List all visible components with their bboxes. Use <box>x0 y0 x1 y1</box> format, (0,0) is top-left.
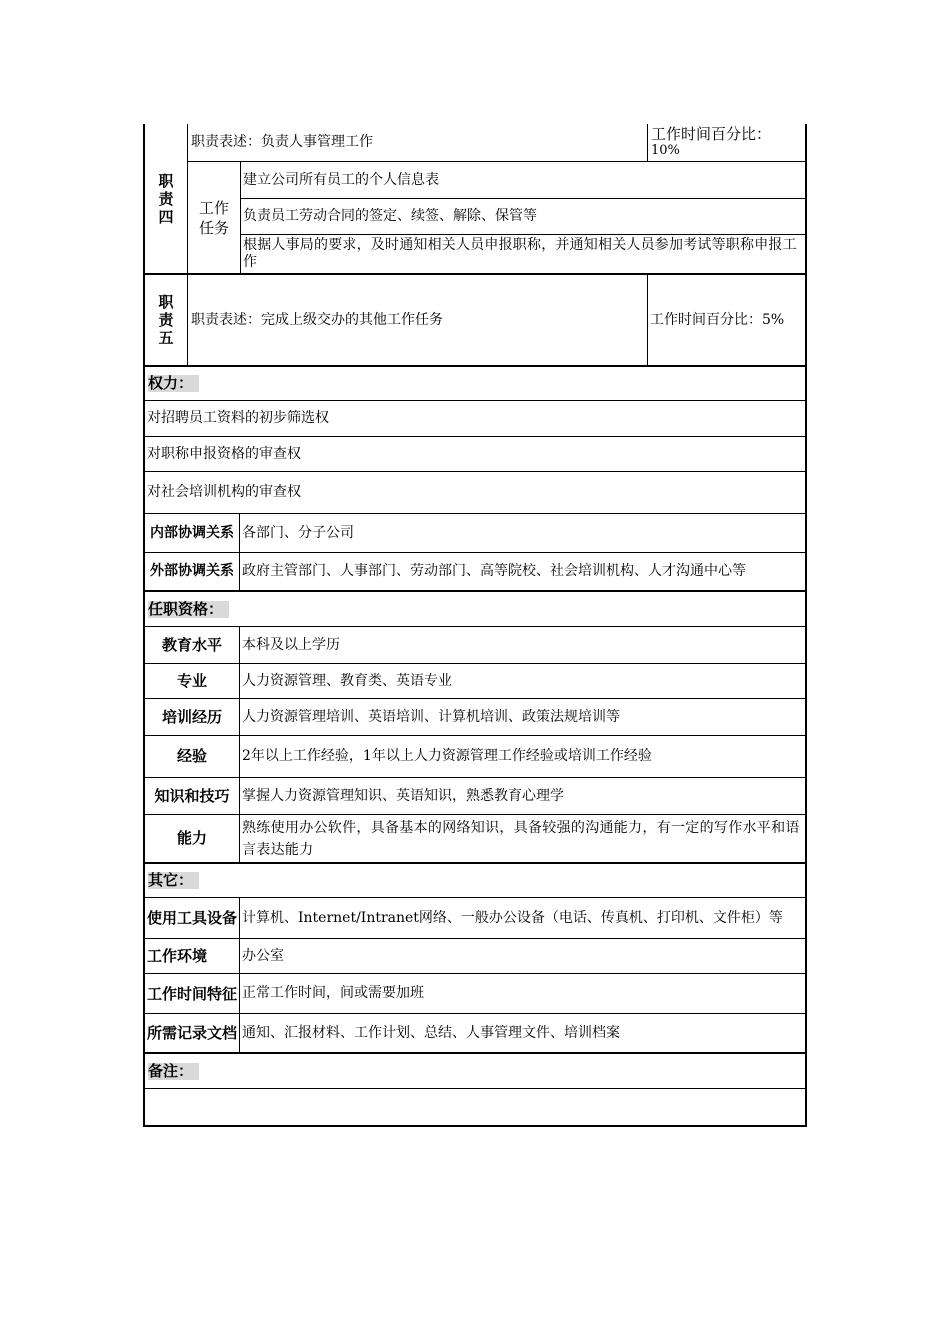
qualification-row <box>145 627 805 664</box>
power-item-text: 对社会培训机构的审查权 <box>147 484 301 500</box>
duty-five-section <box>143 275 807 367</box>
other-title: 其它： <box>148 872 199 889</box>
duty-four-desc: 职责表述：负责人事管理工作 <box>191 134 373 150</box>
qualification-row <box>145 699 805 736</box>
power-item <box>145 401 805 437</box>
task-row <box>241 199 805 235</box>
remarks-section <box>143 1054 807 1127</box>
relation-value: 各部门、分子公司 <box>239 514 805 552</box>
job-description-table <box>143 124 807 1127</box>
task-row <box>241 235 805 273</box>
duty-four-desc-row <box>188 124 805 162</box>
duty-five-side-label: 职 责 五 <box>158 293 174 347</box>
other-label: 工作环境 <box>147 946 208 965</box>
duty-four-time <box>647 124 805 161</box>
qualification-row <box>145 778 805 815</box>
qualification-value: 本科及以上学历 <box>239 627 805 663</box>
power-item <box>145 437 805 472</box>
power-item <box>145 472 805 514</box>
other-header <box>145 864 805 898</box>
other-row <box>145 1014 805 1054</box>
qualification-label: 经验 <box>176 747 207 765</box>
other-row <box>145 898 805 939</box>
power-section <box>143 367 807 592</box>
other-row <box>145 939 805 974</box>
duty-four-time-label: 工作时间百分比： <box>651 125 772 143</box>
power-header <box>145 367 805 401</box>
power-item-text: 对招聘员工资料的初步筛选权 <box>147 410 329 426</box>
other-label: 所需记录文档 <box>147 1024 238 1042</box>
relation-row <box>145 514 805 553</box>
qualification-label: 教育水平 <box>161 635 222 654</box>
task-item: 根据人事局的要求，及时通知相关人员申报职称，并通知相关人员参加考试等职称申报工作 <box>243 237 797 270</box>
qualification-value: 熟练使用办公软件，具备基本的网络知识，具备较强的沟通能力，有一定的写作水平和语言表达能力 <box>239 815 805 862</box>
qualification-row <box>145 664 805 699</box>
relation-value: 政府主管部门、人事部门、劳动部门、高等院校、社会培训机构、人才沟通中心等 <box>239 553 805 590</box>
qualification-label: 能力 <box>176 829 207 847</box>
qualification-label: 专业 <box>176 671 207 690</box>
power-title: 权力： <box>148 375 199 392</box>
power-item-text: 对职称申报资格的审查权 <box>147 445 301 462</box>
other-value: 计算机、Internet/Intranet网络、一般办公设备（电话、传真机、打印机、文件柜）等 <box>239 898 805 938</box>
other-value: 办公室 <box>239 939 805 973</box>
relation-row <box>145 553 805 592</box>
qualification-value: 2年以上工作经验，1年以上人力资源管理工作经验或培训工作经验 <box>239 736 805 777</box>
duty-four-section <box>143 124 807 275</box>
duty-five-time: 工作时间百分比：5% <box>647 275 805 365</box>
qualification-value: 掌握人力资源管理知识、英语知识，熟悉教育心理学 <box>239 778 805 814</box>
qualification-header <box>145 592 805 627</box>
qualification-section <box>143 592 807 864</box>
other-value: 正常工作时间，间或需要加班 <box>239 974 805 1013</box>
work-task-label: 工作 任务 <box>198 198 229 237</box>
task-item: 负责员工劳动合同的签定、续签、解除、保管等 <box>243 208 537 224</box>
other-label: 工作时间特征 <box>147 984 238 1003</box>
other-value: 通知、汇报材料、工作计划、总结、人事管理文件、培训档案 <box>239 1014 805 1052</box>
relation-label: 外部协调关系 <box>150 563 234 579</box>
remarks-title: 备注： <box>148 1063 199 1080</box>
qualification-row <box>145 815 805 864</box>
qualification-row <box>145 736 805 778</box>
other-section <box>143 864 807 1054</box>
qualification-value: 人力资源管理培训、英语培训、计算机培训、政策法规培训等 <box>239 699 805 735</box>
qualification-title: 任职资格： <box>148 601 229 618</box>
duty-five-desc: 职责表述：完成上级交办的其他工作任务 <box>191 311 443 328</box>
other-label: 使用工具设备 <box>147 909 238 927</box>
qualification-value: 人力资源管理、教育类、英语专业 <box>239 664 805 698</box>
remarks-content <box>145 1089 805 1125</box>
task-item: 建立公司所有员工的个人信息表 <box>243 171 439 188</box>
remarks-header <box>145 1054 805 1089</box>
qualification-label: 培训经历 <box>161 707 222 726</box>
relation-label: 内部协调关系 <box>150 524 234 541</box>
duty-four-time-value: 10% <box>651 143 680 158</box>
task-row <box>241 162 805 199</box>
other-row <box>145 974 805 1014</box>
duty-four-side-label: 职 责 四 <box>158 171 174 226</box>
qualification-label: 知识和技巧 <box>154 786 230 805</box>
